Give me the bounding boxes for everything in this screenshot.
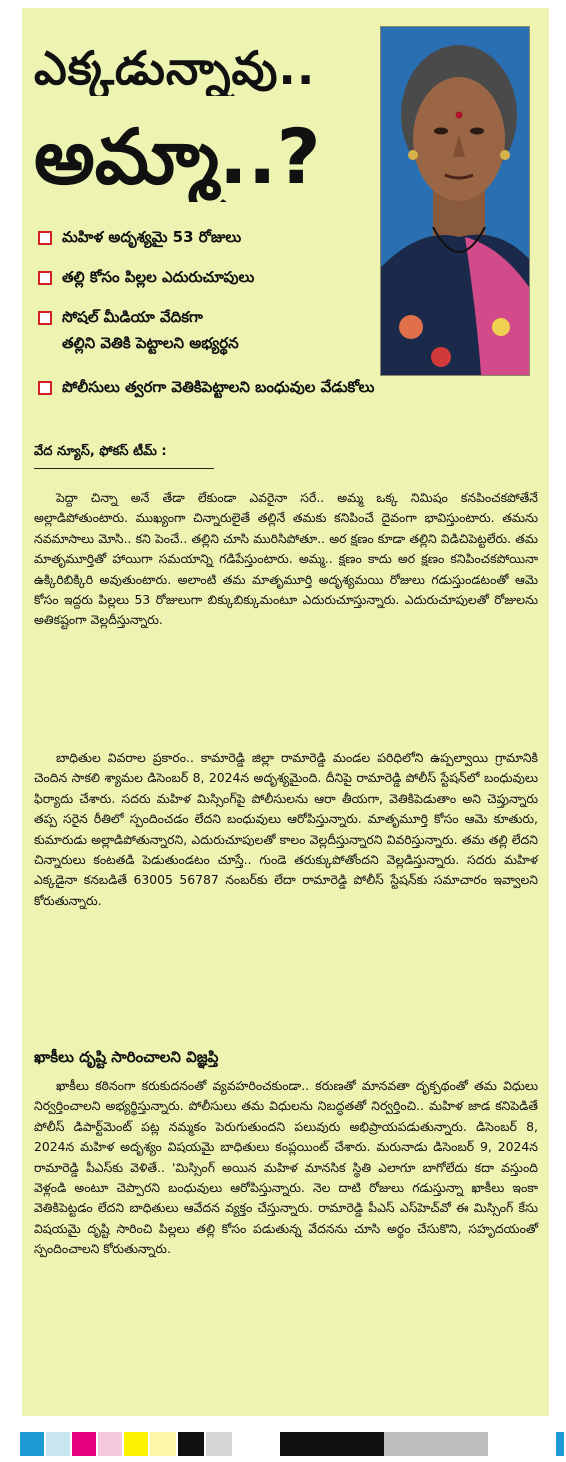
paragraph-text: ఖాకీలు కఠినంగా కరుకుదనంతో వ్యవహరించకుండా.. కరుణతో మానవతా దృక్పథంతో తమ విధులు నిర్వర్తించాలని అభ్యర్థిస్తున్నారు. పోలీసులు తమ విధులను నిబద్ధతతో నిర్వర్తించి.. మహిళ జాడ కనిపెడితే పోలీస్ డిపార్ట్‌మెంట్ పట్ల నమ్మకం పెరుగుతుందని పలువురు అభిప్రాయపడుతున్నారు. డిసెంబర్ 8, 2024న మహిళ అదృశ్యం విషయమై బాధితులు కంప్లయింట్ చేశారు. మరునాడు డిసెంబర్ 9, 2024న రామారెడ్డి పీఎస్‌కు వెళితే.. 'మిస్సింగ్ అయిన మహిళ మానసిక స్థితి ఎలాగూ బాగోలేదు కదా వస్తుంది వెళ్లండి అంటూ చెప్పారని బంధువులు ఆరోపిస్తున్నారు. నెల దాటి రోజులు గడుస్తున్నా ఖాకీలు ఇంకా వెతికిపెట్టడం లేదని బాధితులు ఆవేదన వ్యక్తం చేస్తున్నారు. రామారెడ్డి పీఎస్ ఎస్‌హెచ్‌వో ఈ మిస్సింగ్ కేసు విషయమై దృష్టి సారించి పిల్లలు తల్లి కోసం పడుతున్న వేదనను చూసి అర్థం చేసుకొని, సహృదయంతో స్పందించాలని కోరుతున్నారు. bbox=[34, 1078, 538, 1257]
bullet-text: పోలీసులు త్వరగా వెతికిపెట్టాలని బంధువుల వేడుకోలు bbox=[62, 378, 375, 396]
paragraph-text: బాధితుల వివరాల ప్రకారం.. కామారెడ్డి జిల్లా రామారెడ్డి మండల పరిధిలోని ఉప్పల్వాయి గ్రామానికి చెందిన సాకలి శ్యామల డిసెంబర్ 8, 2024న అదృశ్యమైంది. దీనిపై రామారెడ్డి పోలీస్ స్టేషన్‌లో బంధువులు ఫిర్యాదు చేశారు. సదరు మహిళ మిస్సింగ్‌పై పోలీసులను ఆరా తీయగా, వెతికిపెడుతాం అని చెప్తున్నారు తప్ప సరైన రీతిలో స్పందించడం లేదని బంధువులు ఆరోపిస్తున్నారు. మాతృమూర్తి కోసం ఆమె కూతురు, కుమారుడు అల్లాడిపోతున్నారని, ఎదురుచూపులతో కాలం వెల్లదీస్తున్నారని వివరిస్తున్నారు. తమ తల్లి లేదని చిన్నారులు కంటతడి పెడుతుండటం చూస్తే.. గుండె తరుక్కుపోతోందని వెల్లడిస్తున్నారు. సదరు మహిళ ఎక్కడైనా కనబడితే 63005 56787 నంబర్‌కు లేదా రామారెడ్డి పోలీస్ స్టేషన్‌కు సమాచారం ఇవ్వాలని కోరుతున్నారు. bbox=[34, 750, 538, 908]
color-swatch bbox=[124, 1432, 148, 1456]
color-swatch bbox=[384, 1432, 488, 1456]
color-swatch bbox=[72, 1432, 96, 1456]
section-subheading: ఖాకీలు దృష్టి సారించాలని విజ్ఞప్తి bbox=[34, 1048, 219, 1066]
red-square-bullet-icon bbox=[38, 311, 52, 325]
color-swatch bbox=[206, 1432, 232, 1456]
bullet-text-continuation: తల్లిని వెతికి పెట్టాలని అభ్యర్థన bbox=[62, 334, 239, 352]
headline-line-1: ఎక్కడున్నావు.. bbox=[34, 41, 316, 95]
article-paragraph-2 bbox=[34, 748, 538, 911]
color-swatch bbox=[178, 1432, 204, 1456]
bullet-item bbox=[36, 374, 536, 400]
bullet-item bbox=[36, 224, 536, 250]
red-square-bullet-icon bbox=[38, 381, 52, 395]
color-swatch bbox=[236, 1432, 276, 1456]
bullet-list bbox=[36, 224, 536, 400]
article-paragraph-3 bbox=[34, 1076, 538, 1260]
bullet-item bbox=[36, 264, 536, 290]
article-paragraph-1 bbox=[34, 488, 538, 631]
color-swatch bbox=[98, 1432, 122, 1456]
color-swatch bbox=[280, 1432, 384, 1456]
bullet-item bbox=[36, 304, 536, 356]
headline-line-2: అమ్మా..? bbox=[34, 112, 321, 201]
red-square-bullet-icon bbox=[38, 271, 52, 285]
color-swatch bbox=[20, 1432, 44, 1456]
color-swatch bbox=[150, 1432, 176, 1456]
red-square-bullet-icon bbox=[38, 231, 52, 245]
color-swatch bbox=[556, 1432, 564, 1456]
paragraph-text: పెద్దా చిన్నా అనే తేడా లేకుండా ఎవరైనా సరే.. అమ్మ ఒక్క నిమిషం కనపించకపోతేనే అల్లాడిపోతుంటారు. ముఖ్యంగా చిన్నారులైతే తల్లినే తమకు కనిపించే దైవంగా భావిస్తుంటారు. తమను నవమాసాలు మోసి.. కని పెంచే.. తల్లిని చూసి మురిసిపోతూ.. అర క్షణం కూడా తల్లిని విడిచిపెట్టలేరు. తమ మాతృమూర్తితో హాయిగా సమయాన్ని గడిపేస్తుంటారు. అమ్మ.. క్షణం కాదు అర క్షణం కనిపించకపోయినా ఉక్కిరిబిక్కిరి అవుతుంటారు. అలాంటి తమ మాతృమూర్తి అదృశ్యమయి రోజులు గడుస్తుండటంతో ఆమె కోసం ఇద్దరు పిల్లలు 53 రోజులుగా బిక్కుబిక్కుమంటూ ఎదురుచూస్తున్నారు. ఎదురుచూపులతో రోజులను అతికష్టంగా వెల్లదీస్తున్నారు. bbox=[34, 490, 538, 628]
byline: వేద న్యూస్, ఫోకస్ టీమ్ : bbox=[34, 444, 214, 469]
color-swatch bbox=[46, 1432, 70, 1456]
bullet-text: సోషల్ మీడియా వేదికగా bbox=[62, 308, 203, 326]
bullet-text: మహిళ అదృశ్యమై 53 రోజులు bbox=[62, 228, 242, 246]
article-panel bbox=[22, 8, 549, 1416]
bullet-text: తల్లి కోసం పిల్లల ఎదురుచూపులు bbox=[62, 268, 255, 286]
